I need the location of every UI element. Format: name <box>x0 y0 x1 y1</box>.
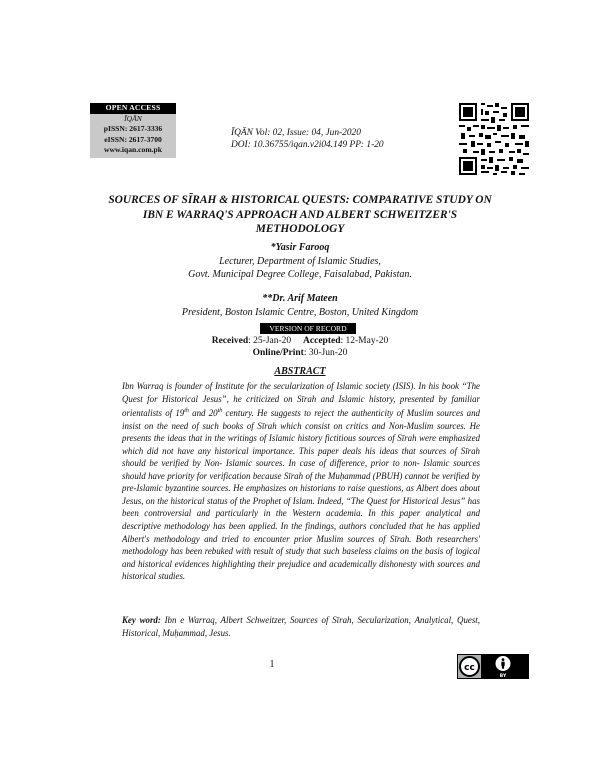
accepted-date: : 12-May-20 <box>340 336 389 346</box>
author-1 <box>100 241 500 282</box>
online-label: Online/Print <box>252 348 304 358</box>
author-1-affiliation-2: Govt. Municipal Degree College, Faisalabad, Pakistan. <box>188 269 412 280</box>
open-access-label: OPEN ACCESS <box>90 103 176 114</box>
issue-doi[interactable]: DOI: 10.36755/iqan.v2i04.149 PP: 1-20 <box>231 140 384 150</box>
page-number: 1 <box>269 659 275 670</box>
attribution-person-icon <box>496 657 510 671</box>
journal-info-box <box>90 103 176 158</box>
issue-volume: ĪQĀN Vol: 02, Issue: 04, Jun-2020 <box>231 128 361 138</box>
journal-pissn: pISSN: 2617-3336 <box>103 124 163 133</box>
version-of-record-label: VERSION OF RECORD <box>260 323 356 334</box>
keywords <box>122 614 480 639</box>
accepted-label: Accepted <box>303 336 341 346</box>
keywords-label: Key word: <box>122 615 161 625</box>
cc-by-license-badge[interactable] <box>457 654 529 679</box>
received-label: Received <box>211 336 249 346</box>
journal-name: ĪQĀN <box>124 113 142 123</box>
author-2 <box>100 292 500 319</box>
author-2-affiliation: President, Boston Islamic Centre, Boston, United Kingdom <box>181 306 419 318</box>
abstract-text: Ibn Warraq is founder of Institute for the secularization of Islamic society (ISIS). In his book “The Quest for Historical Jesus”, he criticized on Sīrah and Islamic history, presented by familiar orientalists of 19th and 20th century. He suggests to reject the authenticity of Muslim sources and insist on the need of such books of Sīrah which consist on critics and Non-Muslim sources. He presents the ideas that in the writings of Islamic history fictitious sources of Sīrah were emphasized which did not have any historical importance. This paper deals his ideas that sources of Sīrah should be verified by Non- Islamic sources. In case of difference, prior to non- Islamic sources should have priority for verification because Sīrah of the Muḥammad (PBUH) cannot be verified by pre-Islamic byzantine sources. He emphasizes on historians to raise questions, as Albert does about Jesus, on the historical status of the Prophet of Islam. Indeed, “The Quest for Historical Jesus” has been controversial and particularly in the Western academia. In this paper analytical and descriptive methodology has been applied. In the findings, authors concluded that he has applied Albert's methodology and tried to encounter prior Muslim sources of Sīrah. Both researchers' methodology has been rebuked with result of study that such baseless claims on the basis of logical and historical evidences highlighting their prejudice and academically dishonesty with sources and historical studies. <box>122 381 480 582</box>
svg-text:cc: cc <box>464 663 475 673</box>
online-date: : 30-Jun-20 <box>303 348 348 358</box>
dates-line-2 <box>150 347 450 359</box>
by-label: BY <box>499 674 507 679</box>
journal-eissn: eISSN: 2617-3700 <box>104 134 162 144</box>
author-1-affiliation-1: Lecturer, Department of Islamic Studies, <box>219 255 381 267</box>
author-1-name: *Yasir Farooq <box>270 242 330 253</box>
paper-title: SOURCES OF SĪRAH & HISTORICAL QUESTS: COMPARATIVE STUDY ON IBN E WARRAQ'S APPROACH AND ALBERT SCHWEITZER'S METHODOLOGY <box>108 194 492 235</box>
qr-code-icon <box>457 101 531 177</box>
dates-line-1 <box>150 335 450 347</box>
journal-website[interactable]: www.iqan.com.pk <box>103 145 163 154</box>
author-2-name: **Dr. Arif Mateen <box>262 293 338 304</box>
creative-commons-icon <box>460 657 479 676</box>
keywords-text: Ibn e Warraq, Albert Schweitzer, Sources of Sīrah, Secularization, Analytical, Quest, Historical, Muḥammad, Jesus. <box>122 615 480 638</box>
abstract-heading: ABSTRACT <box>274 366 326 377</box>
received-date: : 25-Jan-20 <box>248 336 292 346</box>
issue-info <box>231 127 411 151</box>
